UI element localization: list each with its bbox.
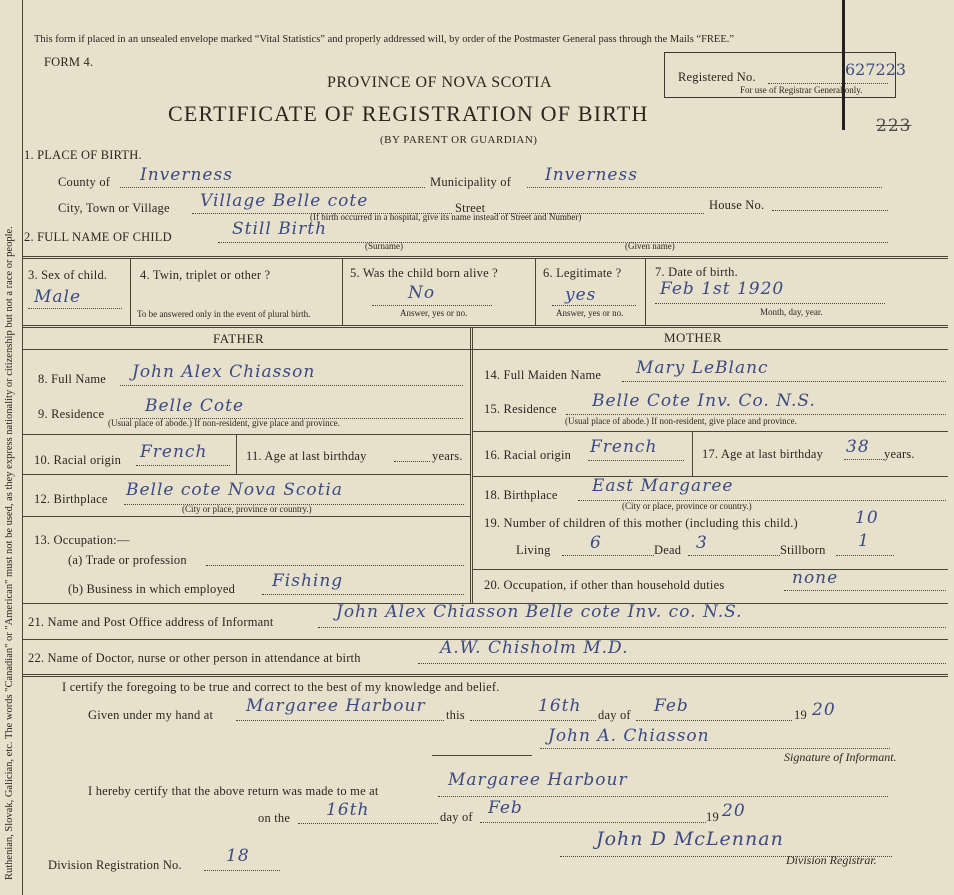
return-month-value: Feb [488, 798, 523, 818]
father-rule [22, 434, 470, 435]
mother-birthplace-label: 18. Birthplace [484, 488, 558, 502]
col-divider [645, 259, 646, 325]
father-name-label: 8. Full Name [38, 372, 107, 386]
dob-label: 7. Date of birth. [655, 265, 738, 279]
given-label: Given under my hand at [88, 708, 214, 722]
dead-line [688, 555, 780, 556]
year-prefix: 19 [794, 708, 807, 722]
father-rule [22, 516, 470, 517]
given-place-line [236, 720, 444, 721]
mother-rule [473, 569, 948, 570]
mother-occupation-label: 20. Occupation, if other than household duties [484, 578, 725, 592]
dead-label: Dead [654, 543, 682, 557]
child-name-value: Still Birth [232, 219, 328, 239]
father-birthplace-label: 12. Birthplace [34, 492, 108, 506]
mother-racial-line [588, 460, 684, 461]
mother-heading: MOTHER [664, 330, 722, 345]
mother-occupation-value: none [792, 568, 839, 588]
city-value: Village Belle cote [200, 191, 369, 211]
certification-rule [22, 674, 948, 677]
mother-birthplace-note: (City or place, province or country.) [622, 501, 752, 511]
mother-residence-value: Belle Cote Inv. Co. N.S. [592, 391, 816, 411]
place-of-birth-label: 1. PLACE OF BIRTH. [24, 148, 142, 162]
doctor-value: A.W. Chisholm M.D. [440, 638, 629, 658]
this-label: this [446, 708, 465, 722]
certificate-title: CERTIFICATE OF REGISTRATION OF BIRTH [168, 101, 649, 126]
informant-line [318, 627, 946, 628]
col-divider [342, 259, 343, 325]
hospital-note: (If birth occurred in a hospital, give its name instead of Street and Number) [310, 212, 582, 222]
return-day-line [298, 823, 438, 824]
day-value: 16th [538, 696, 582, 716]
on-the-label: on the [258, 811, 291, 825]
sex-label: 3. Sex of child. [28, 268, 108, 282]
return-place-line [438, 796, 888, 797]
division-no-label: Division Registration No. [48, 858, 182, 872]
twin-note: To be answered only in the event of plural birth. [137, 309, 311, 319]
living-label: Living [516, 543, 551, 557]
living-value: 6 [590, 533, 602, 553]
side-rule [22, 0, 23, 895]
registered-number: 627223 [845, 60, 907, 79]
return-label: I hereby certify that the above return was made to me at [88, 784, 379, 798]
dead-value: 3 [696, 533, 708, 553]
street-label: Street [455, 201, 486, 215]
children-value: 10 [855, 508, 879, 528]
father-racial-line [136, 465, 230, 466]
parents-divider [470, 328, 473, 603]
father-racial-value: French [140, 442, 208, 462]
house-label: House No. [709, 198, 765, 212]
father-name-line [120, 385, 463, 386]
father-residence-note: (Usual place of abode.) If non-resident, give place and province. [108, 418, 340, 428]
dob-note: Month, day, year. [760, 307, 823, 317]
house-line [772, 210, 888, 211]
registrar-signature: John D McLennan [596, 828, 784, 850]
mother-residence-line [566, 414, 946, 415]
day-line [470, 720, 596, 721]
mother-age-value: 38 [846, 437, 870, 457]
alive-line [372, 305, 492, 306]
registered-label: Registered No. [678, 70, 756, 84]
legitimate-value: yes [565, 285, 597, 305]
father-occupation-label: 13. Occupation:— [34, 533, 130, 547]
father-heading: FATHER [213, 331, 265, 346]
father-residence-value: Belle Cote [145, 396, 245, 416]
return-day-value: 16th [326, 800, 370, 820]
mother-birthplace-value: East Margaree [592, 476, 734, 496]
certify-statement: I certify the foregoing to be true and correct to the best of my knowledge and belief. [62, 680, 500, 694]
given-name-caption: (Given name) [625, 241, 675, 251]
year-value: 20 [812, 700, 836, 720]
father-rule [22, 474, 470, 475]
heading-rule [22, 349, 948, 350]
municipality-label: Municipality of [430, 175, 512, 189]
day-of-label: day of [598, 708, 631, 722]
informant-value: John Alex Chiasson Belle cote Inv. co. N.S. [336, 602, 743, 622]
registered-line [768, 83, 888, 84]
month-value: Feb [654, 696, 689, 716]
father-age-unit: years. [432, 449, 463, 463]
side-note [0, 0, 22, 895]
return-day-of-label: day of [440, 810, 473, 824]
business-value: Fishing [272, 571, 344, 591]
mother-racial-value: French [590, 437, 658, 457]
alive-value: No [408, 283, 436, 303]
mail-notice: This form if placed in an unsealed envelope marked “Vital Statistics” and properly addressed will, by order of the Postmaster General pass through the Mails “FREE.” [34, 34, 735, 45]
father-age-line [394, 461, 430, 462]
mother-racial-label: 16. Racial origin [484, 448, 572, 462]
dob-value: Feb 1st 1920 [660, 279, 785, 299]
parents-top-rule [22, 325, 948, 328]
mother-age-line [844, 459, 884, 460]
alive-note: Answer, yes or no. [400, 308, 468, 318]
province-heading: PROVINCE OF NOVA SCOTIA [327, 74, 553, 91]
business-label: (b) Business in which employed [68, 582, 236, 596]
municipality-line [527, 187, 882, 188]
certificate-subtitle: (BY PARENT OR GUARDIAN) [380, 134, 538, 146]
father-racial-label: 10. Racial origin [34, 453, 122, 467]
given-place-value: Margaree Harbour [246, 696, 426, 716]
dob-line [655, 303, 885, 304]
surname-caption: (Surname) [365, 241, 403, 251]
col-divider [535, 259, 536, 325]
division-no-line [204, 870, 280, 871]
business-line [262, 594, 464, 595]
mother-age-unit: years. [884, 447, 915, 461]
pen-stroke [842, 0, 845, 130]
mother-occupation-line [784, 590, 946, 591]
corner-number: 223 [876, 116, 912, 136]
side-note-text: Ruthenian, Slovak, Galician, etc. The words "Canadian" or "American" must not be used, as they express nationality or citizenship but not a race or people. [4, 226, 15, 880]
mother-name-line [622, 381, 946, 382]
signature-stub-line [432, 755, 532, 756]
alive-label: 5. Was the child born alive ? [350, 266, 498, 280]
mother-residence-note: (Usual place of abode.) If non-resident, give place and province. [565, 416, 797, 426]
legitimate-note: Answer, yes or no. [556, 308, 624, 318]
mother-residence-label: 15. Residence [484, 402, 557, 416]
city-label: City, Town or Village [58, 201, 170, 215]
sex-line [28, 308, 122, 309]
return-year-prefix: 19 [706, 810, 719, 824]
doctor-label: 22. Name of Doctor, nurse or other person in attendance at birth [28, 651, 361, 665]
registrar-note: For use of Registrar General only. [740, 85, 863, 95]
father-birthplace-value: Belle cote Nova Scotia [126, 480, 344, 500]
father-age-label: 11. Age at last birthday [246, 449, 367, 463]
municipality-value: Inverness [545, 165, 638, 185]
county-label: County of [58, 175, 111, 189]
child-name-line [218, 242, 888, 243]
living-line [562, 555, 654, 556]
stillborn-label: Stillborn [780, 543, 826, 557]
registrar-caption: Division Registrar. [786, 853, 877, 867]
signature-caption: Signature of Informant. [784, 750, 897, 764]
trade-label: (a) Trade or profession [68, 553, 187, 567]
father-name-value: John Alex Chiasson [132, 362, 316, 382]
informant-signature-line [540, 748, 890, 749]
row-top-rule [22, 256, 948, 259]
father-age-divider [236, 434, 237, 474]
mother-age-label: 17. Age at last birthday [702, 447, 824, 461]
father-residence-label: 9. Residence [38, 407, 105, 421]
informant-signature: John A. Chiasson [548, 726, 710, 746]
child-name-label: 2. FULL NAME OF CHILD [24, 230, 172, 244]
mother-age-divider [692, 431, 693, 476]
return-month-line [480, 822, 706, 823]
informant-label: 21. Name and Post Office address of Informant [28, 615, 274, 629]
sex-value: Male [34, 287, 82, 307]
col-divider [130, 259, 131, 325]
return-year-value: 20 [722, 801, 746, 821]
father-birthplace-note: (City or place, province or country.) [182, 504, 312, 514]
return-place-value: Margaree Harbour [448, 770, 628, 790]
county-line [120, 187, 425, 188]
twin-label: 4. Twin, triplet or other ? [140, 268, 271, 282]
division-no-value: 18 [226, 846, 250, 866]
county-value: Inverness [140, 165, 233, 185]
legitimate-line [552, 305, 636, 306]
mother-name-value: Mary LeBlanc [636, 358, 769, 378]
month-line [636, 720, 792, 721]
legitimate-label: 6. Legitimate ? [543, 266, 622, 280]
trade-line [206, 565, 464, 566]
children-label: 19. Number of children of this mother (including this child.) [484, 516, 798, 530]
mother-rule [473, 431, 948, 432]
stillborn-value: 1 [858, 531, 870, 551]
doctor-line [418, 663, 946, 664]
mother-name-label: 14. Full Maiden Name [484, 368, 602, 382]
stillborn-line [836, 555, 894, 556]
form-number: FORM 4. [44, 55, 94, 69]
